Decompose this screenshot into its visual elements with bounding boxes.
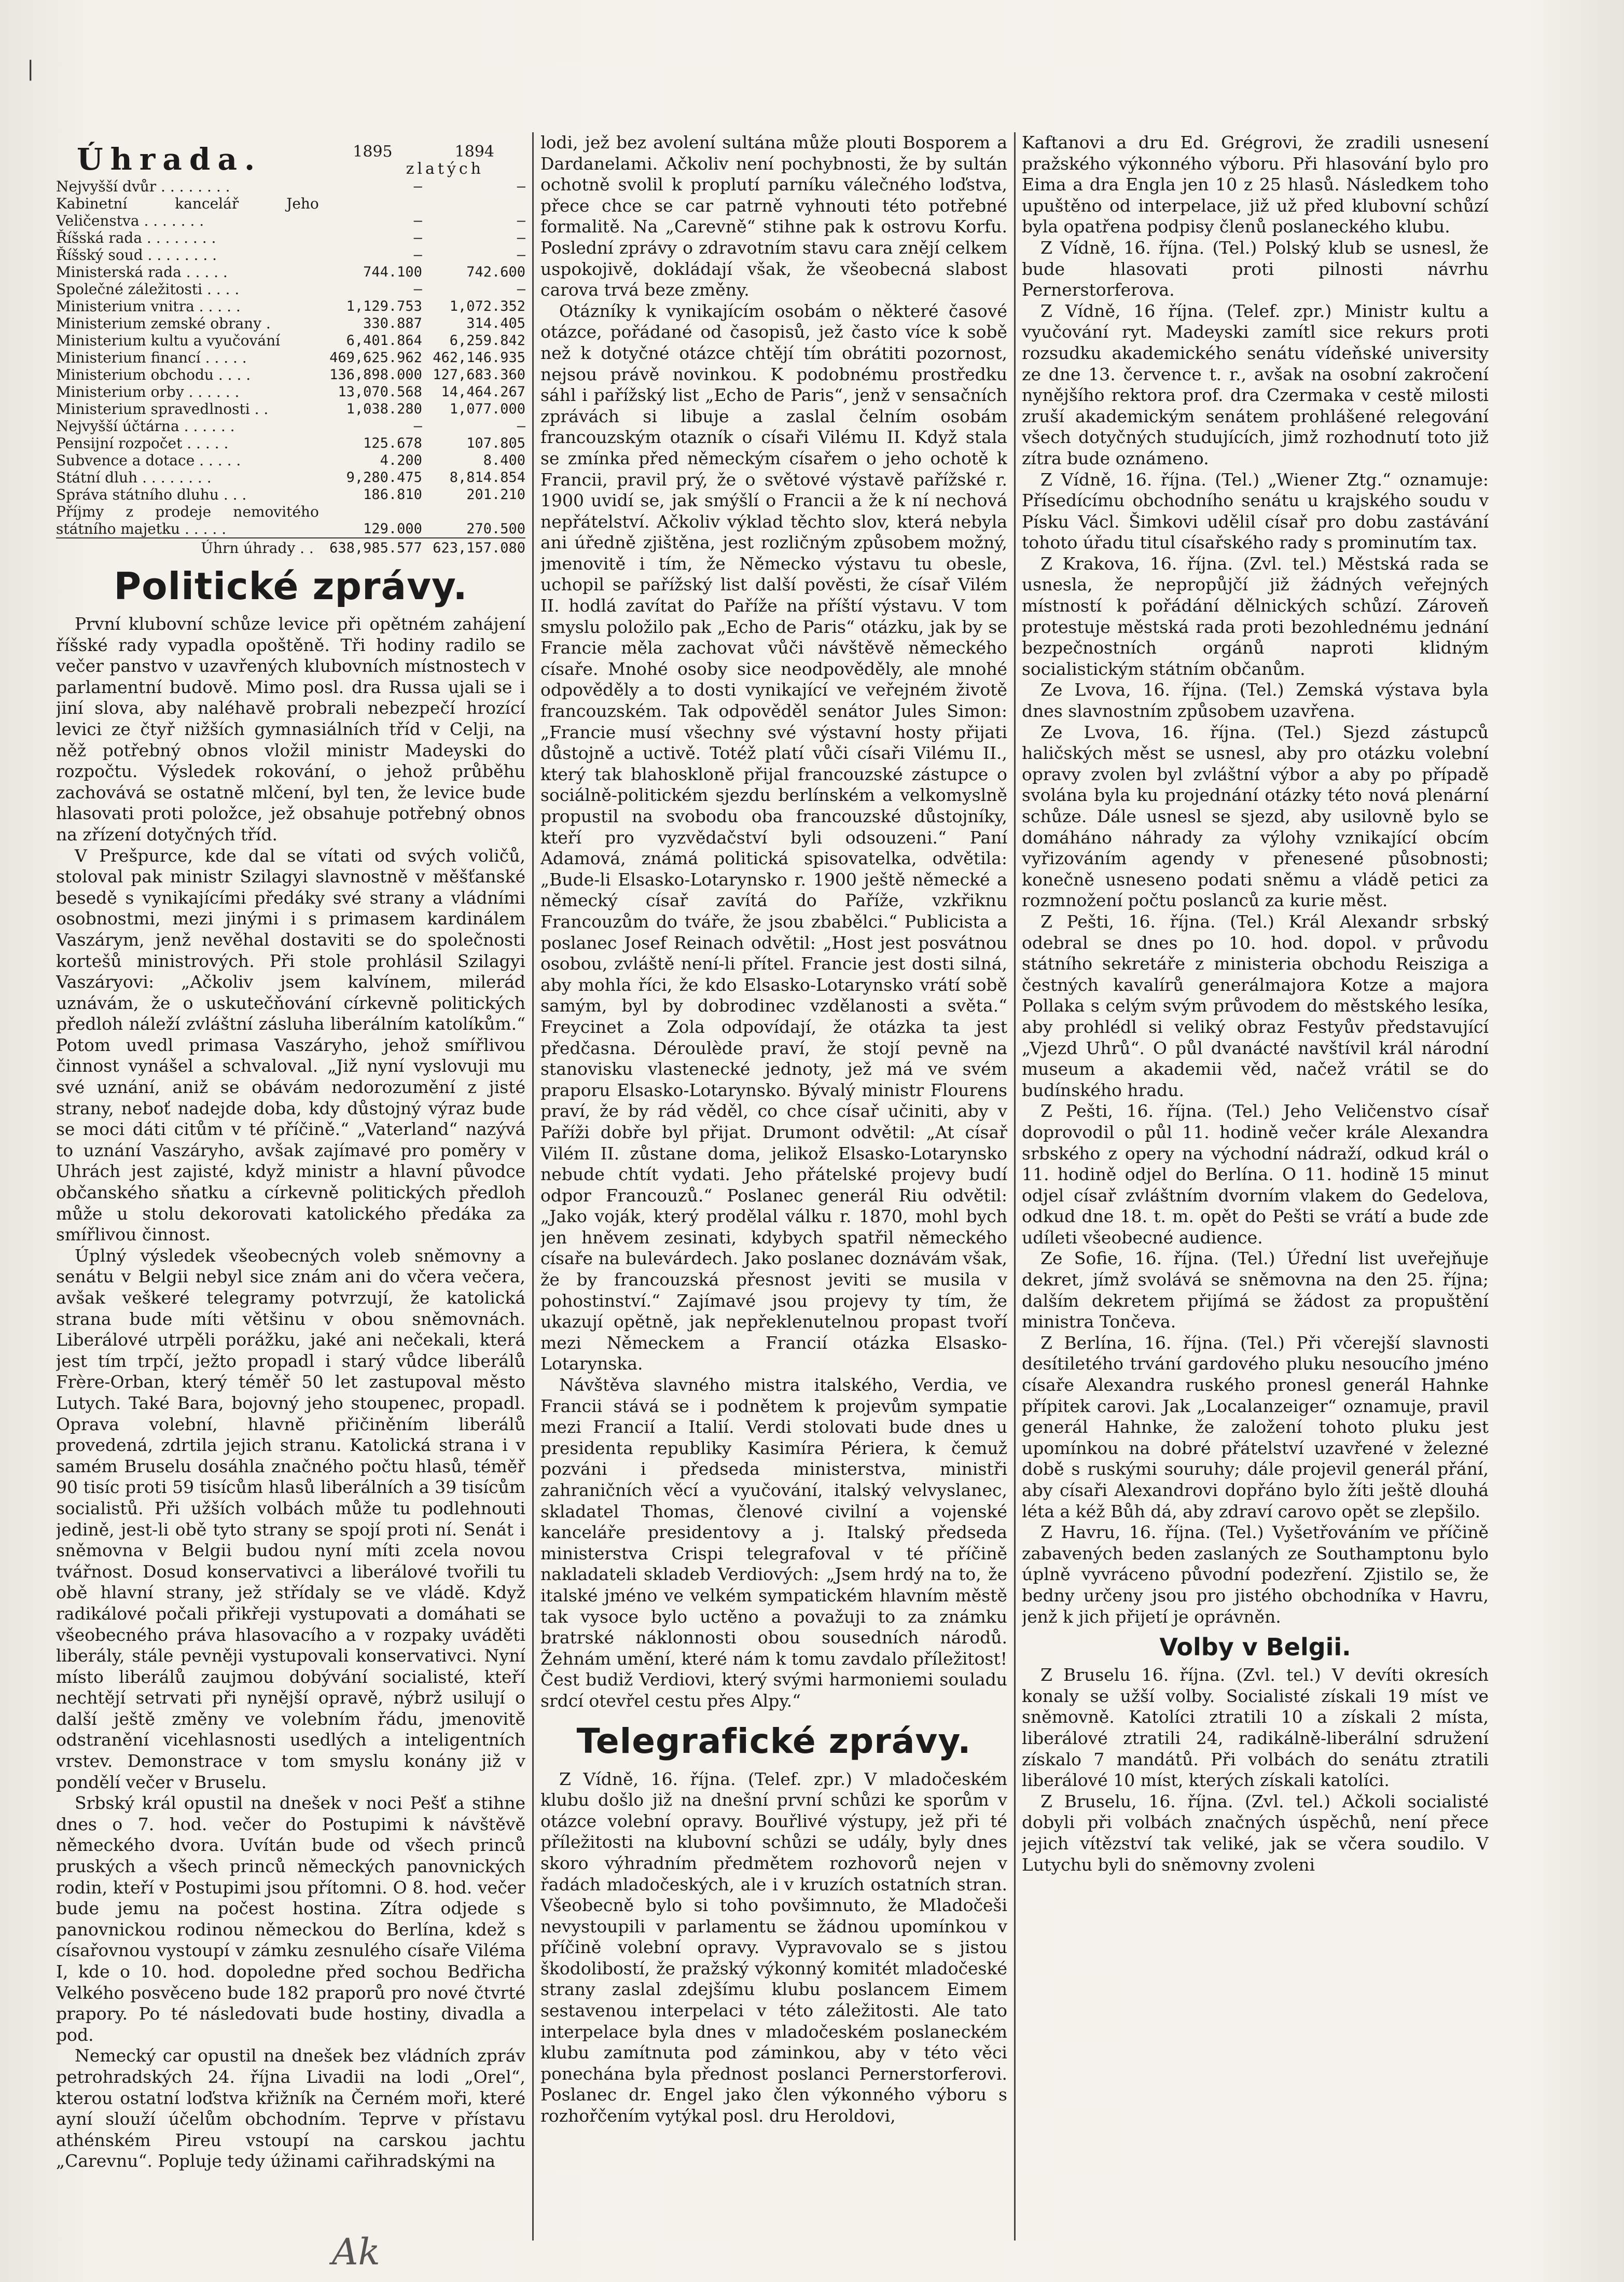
budget-row <box>56 246 525 264</box>
column-1 <box>56 132 525 2246</box>
article-paragraph: Z Vídně, 16. října. (Tel.) Polský klub se usnesl, že bude hlasovati proti pilnosti návrhu Pernerstorferova. <box>1022 237 1489 300</box>
budget-value-1895: 330.887 <box>363 315 422 331</box>
budget-value-1895: — <box>413 418 422 434</box>
budget-value-1894: 742.600 <box>466 264 525 280</box>
uhrada-unit: zlatých <box>406 160 484 178</box>
article-paragraph: První klubovní schůze levice při opětném zahájení říšské rady vypadla opoštěně. Tři hodiny radilo se večer panstvo v uzavřených klubovních místnostech v parlamentní budově. Mimo posl. dra Russa ujali se i jiní slova, aby naléhavě probrali nebezpečí hrozící levici ze čtyř nižších gymnasiálních tříd v Celji, na něž potřebný obnos vložil ministr Madeyski do rozpočtu. Výsledek rokování, o jehož průběhu zachovává se ostatně mlčení, byl ten, že levice bude hlasovati proti položce, jež obsahuje potřebný obnos na zřízení dotyčných tříd. <box>56 614 525 845</box>
budget-value-1895: 1,129.753 <box>346 298 422 314</box>
budget-value-1894: 8.400 <box>483 452 525 468</box>
budget-row-label: Ministerium vnitra . . . . . <box>56 298 241 315</box>
budget-row-label: Subvence a dotace . . . . . <box>56 452 241 469</box>
budget-row <box>56 503 525 538</box>
budget-value-1895: — <box>413 230 422 246</box>
budget-row <box>56 229 525 246</box>
budget-row-label: Ministerium obchodu . . . . <box>56 366 251 383</box>
budget-row-label: Říšská rada . . . . . . . . <box>56 229 216 246</box>
year-1895: 1895 <box>353 143 393 161</box>
budget-value-1894: 8,814.854 <box>449 469 525 486</box>
article-paragraph: Z Pešti, 16. října. (Tel.) Jeho Veličenstvo císař doprovodil o půl 11. hodině večer krále Alexandra srbského z opery na východní nádraží, odkud král o 11. hodině odjel do Berlína. O 11. hodině 15 minut odjel císař zvláštním dvorním vlakem do Gedelova, odkud dne 18. t. m. opět do Pešti se vrátí a bude zde udíleti všeobecné audience. <box>1022 1101 1489 1248</box>
column-2 <box>540 132 1007 2246</box>
budget-row <box>56 383 525 400</box>
budget-value-1894: — <box>517 213 525 229</box>
budget-table <box>56 178 525 557</box>
article-paragraph: Z Bruselu 16. října. (Zvl. tel.) V devíti okresích konaly se užší volby. Socialisté získali 19 míst ve sněmovně. Katolíci ztratili 10 a získali 2 místa, liberálové ztratili 24, radikálně-liberální sdružení získalo 7 mandátů. Při volbách do senátu ztratili liberálové 10 míst, kterých získali katolíci. <box>1022 1665 1489 1791</box>
budget-value-1894: 314.405 <box>466 315 525 331</box>
article-paragraph: Z Vídně, 16. října. (Telef. zpr.) V mladočeském klubu došlo již na dnešní první schůzi ke sporům v otázce volební opravy. Bouřlivé výstupy, jež při té příležitosti na klubovní schůzi se udály, byly dnes skoro výhradním předmětem rozhovorů nejen v řadách mladočeských, ale i v kruzích ostatních stran. Všeobecně bylo si toho povšimnuto, že Mladočeši nevystoupili v parlamentu se žádnou upomínkou v příčině volební opravy. Vypravovalo se s jistou škodolibostí, že pražský výkonný komitét mladočeské strany zaslal zdejšímu klubu poslancem Eimem sestavenou interpelaci v této záležitosti. Ale tato interpelace byla dnes v mladočeském poslaneckém klubu zamítnuta pod záminkou, aby v této věci ponechána byla přednost poslanci Pernerstorferovi. Poslanec dr. Engel jako člen výkonného výboru s rozhořčením vytýkal posl. dru Heroldovi, <box>540 1768 1007 2126</box>
article-paragraph: Z Havru, 16. října. (Tel.) Vyšetřováním ve příčině zabavených beden zaslaných ze Southamptonu bylo úplně vyvráceno původní podezření. Zjistilo se, že bedny určeny jsou pro jistého obchodníka v Havru, jenž k jich přijetí je oprávněn. <box>1022 1522 1489 1627</box>
budget-row-label: Ministerium spravedlnosti . . <box>56 400 269 418</box>
budget-value-1894: 127,683.360 <box>433 367 525 383</box>
article-paragraph: Návštěva slavného mistra italského, Verdia, ve Francii stává se i podnětem k projevům sympatie mezi Francií a Italií. Verdi stolovati bude dnes u presidenta republiky Kasimíra Périera, k čemuž pozváni i předseda ministerstva, ministři zahraničních věcí a vyučování, italský velvyslanec, skladatel Thomas, členové civilní a vojenské kanceláře presidentovy a j. Italský předseda ministerstva Crispi telegrafoval v té příčině nakladateli skladeb Verdiových: „Jsem hrdý na to, že italské jméno ve velkém sympatickém hlavním městě tak vysoce bylo uctěno a považuji to za známku bratrské náklonnosti obou sousedních národů. Žehnám umění, které nám k tomu zavdalo příležitost! Čest budiž Verdiovi, který svými harmoniemi souladu srdcí otevřel cestu přes Alpy.“ <box>540 1375 1007 1711</box>
budget-row <box>56 281 525 298</box>
budget-row-label: Říšský soud . . . . . . . . <box>56 246 217 264</box>
budget-value-1895: 186.810 <box>363 487 422 503</box>
budget-row-label: Kabinetní kancelář Jeho Veličenstva . . . . . . . <box>56 195 319 229</box>
budget-value-1895: 744.100 <box>363 264 422 280</box>
article-paragraph: Z Vídně, 16. října. (Tel.) „Wiener Ztg.“ oznamuje: Přísedícímu obchodního senátu u krajského soudu v Písku Václ. Šimkovi udělil císař pro dobu zastávání tohoto úřadu titul císařského rady s prominutím tax. <box>1022 469 1489 553</box>
budget-value-1894: 201.210 <box>466 487 525 503</box>
article-paragraph: Ze Lvova, 16. října. (Tel.) Sjezd zástupců haličských měst se usnesl, aby pro otázku volební opravy zvolen byl zvláštní výbor a aby po případě svolána byla ku projednání otázky této nová plenární schůze. Dále usnesl se sjezd, aby usilovně bylo se domáháno náhrady za výlohy vznikající obcím vyřizováním agendy v přenesené působnosti; konečně usneseno podati sněmu a vládě petici za rozmnožení počtu poslanců za kurie měst. <box>1022 722 1489 911</box>
budget-row <box>56 298 525 315</box>
budget-row <box>56 452 525 469</box>
budget-value-1895: — <box>413 178 422 195</box>
budget-value-1895: 136,898.000 <box>329 367 422 383</box>
article-paragraph: lodi, jež bez avolení sultána může plouti Bosporem a Dardanelami. Ačkoliv není pochybnosti, že by sultán ochotně svolil k proplutí parníku válečného loďstva, přece chce se car patrně vyhnouti této potřebné formalitě. Na „Carevně“ stihne pak k ostrovu Korfu. Poslední zprávy o zdravotním stavu cara znějí celkem uspokojivě, dokládají však, že všeobecná slabost carova trvá beze změny. <box>540 132 1007 300</box>
article-paragraph: Otázníky k vynikajícím osobám o některé časové otázce, pořádané od časopisů, jež často více k sobě než k dotyčné otázce chtějí tím obrátiti pozornost, nejsou právě novinkou. K podobnému prostředku sáhl i pařížský list „Echo de Paris“, jenž v sensačních zprávách si libuje a zaslal čelním osobám francouzským otazník o císaři Vilému II. Když stala se zmínka před německým císařem o jeho ochotě k Francii, pravil prý, že o světové výstavě pařížské r. 1900 uvidí se, jak smýšlí o Francii a že k ní nechová nepřátelství. Ačkoliv výklad těchto slov, která nebyla ani úředně zjištěna, jest rozličným způsobem možný, jmenovitě i tím, že Německo výstavu tu obeslе, uchopil se pařížský list další pověsti, že císař Vilém II. hodlá zavítat do Paříže na příští výstavu. V tom smyslu položilo pak „Echo de Paris“ otázku, jak by se Francie měla zachovat vůči návštěvě německého císaře. Mnohé osoby sice neodpověděly, ale mnohé odpověděly a to dosti vynikající ve veřejném životě francouzském. Tak odpověděl senátor Jules Simon: „Francie musí všechny své výstavní hosty přijati důstojně a uctivě. Totéž platí vůči císaři Vilému II., který tak blahoskloně přijal francouzské zástupce o sociálně-politickém sjezdu berlínském a velkomyslně propustil na svobodu oba francouzské důstojníky, kteří pro vyzvědačství byli odsouzeni.“ Paní Adamová, známá politická spisovatelka, odvětila: „Bude-li Elsasko-Lotarynsko r. 1900 ještě německé a německý císař zavítá do Paříže, vzkřiknu Francouzům do tváře, že jsou zbabělci.“ Publicista a poslanec Josef Reinach odvětil: „Host jest posvátnou osobou, zvláště není-li přítel. Francie jest dosti silná, aby mohla říci, že kdo Elsasko-Lotarynsko vrátí sobě samým, byl by dobrodinec vzdělanosti a světa.“ Freycinet a Zola odpovídají, že otázka ta jest předčasna. Déroulède praví, že stojí pevně na stanovisku vlastenecké jednoty, jež má ve svém praporu Elsasko-Lotarynsko. Bývalý ministr Flourens praví, že by rád věděl, co chce císař učiniti, aby v Paříži dobře byl přijat. Drumont odvětil: „At císař Vilém II. zůstane doma, jelikož Elsasko-Lotarynsko nebude chtít vydati. Jeho přátelské projevy budí odpor Francouzů.“ Poslanec generál Riu odvětil: „Jako voják, který prodělal válku r. 1870, mohl bych jen hněvem zesinati, kdybych spatřil německého císaře na bulevárdech. Jako poslanec doznávám však, že by francouzská přesnost jeviti se musila v pohostinství.“ Zajímavé jsou projevy ty tím, že ukazují opětně, jak nepřeklenutelnou propast tvoří mezi Německem a Francií otázka Elsasko-Lotarynska. <box>540 300 1007 1374</box>
budget-row <box>56 264 525 281</box>
budget-value-1894: — <box>517 247 525 263</box>
handwritten-scribble: Ak <box>332 2231 380 2273</box>
budget-row <box>56 435 525 452</box>
budget-row <box>56 469 525 486</box>
budget-row <box>56 332 525 349</box>
budget-value-1895: 125.678 <box>363 435 422 451</box>
total-1894: 623,157.080 <box>422 538 525 557</box>
budget-row <box>56 349 525 366</box>
article-paragraph: V Prešpurce, kde dal se vítati od svých voličů, stoloval pak ministr Szilagyi slavnostně v měšťanské besedě s vynikajícími předáky své strany a vládními osobnostmi, mezi jinými i s primasem kardinálem Vaszárym, jenž nevěhal dostaviti se do společnosti kortešů ministrových. Při stole prohlásil Szilagyi Vaszáryovi: „Ačkoliv jsem kalvínem, milerád uznávám, že o uskutečňování církevně politických předloh náleží zvláštní zásluha liberálním katolíkům.“ Potom uvedl primasa Vaszáryho, jehož smířlivou činnost vynášel a schvaloval. „Již nyní vyslovuji mu své uznání, aniž se obávám nedorozumění z jisté strany, neboť nadejde doba, kdy důstojný výraz bude se moci dáti citům v té příčině.“ „Vaterland“ nazývá to uznání Vaszáryho, avšak zajímavé pro poměry v Uhrách jest zajisté, když ministr a hlavní původce občanského sňatku a církevně politických předloh může u stolu dekorovati katolického předáka za smířlivou činnost. <box>56 845 525 1245</box>
article-paragraph: Kaftanovi a dru Ed. Grégrovi, že zradili usnesení pražského výkonného výboru. Při hlasování bylo pro Eima a dra Engla jen 10 z 25 hlasů. Následkem toho upuštěno od interpelace, již už před klubovní schůzí byla opatřena podpisy členů poslaneckého klubu. <box>1022 132 1489 237</box>
budget-value-1894: 1,072.352 <box>449 298 525 314</box>
budget-row <box>56 195 525 229</box>
budget-row-label: Správa státního dluhu . . . <box>56 486 247 503</box>
budget-value-1895: 469,625.962 <box>329 350 422 366</box>
article-paragraph: Srbský král opustil na dnešek v noci Pešť a stihne dnes o 7. hod. večer do Postupimi k návštěvě německého dvora. Uvítán bude od všech princů pruských a všech princů německých panovnických rodin, kteří v Postupimi jsou přítomni. O 8. hod. večer bude jemu na počest hostina. Zítra odjede s panovnickou rodinou německou do Berlína, kdež s císařovnou vystoupí v zámku zesnulého císaře Viléma I, kde o 10. hod. dopoledne před sochou Bedřicha Velkého posvěceno bude 182 praporů pro nové čtvrté prapory. Po té následovati bude hostiny, divadla a pod. <box>56 1793 525 2045</box>
budget-row-label: Státní dluh . . . . . . . . <box>56 469 212 486</box>
budget-value-1895: 6,401.864 <box>346 333 422 349</box>
budget-row <box>56 486 525 503</box>
budget-row <box>56 418 525 435</box>
budget-row-label: Pensijní rozpočet . . . . . <box>56 435 229 452</box>
article-paragraph: Z Pešti, 16. října. (Tel.) Král Alexandr srbský odebral se dnes po 10. hod. dopol. v průvodu státního sekretáře z ministeria obchodu Reisziga a čestných kavalírů generálmajora Kotze a majora Pollaka s celým svým průvodem do městského lesíka, aby prohlédl si veliký obraz Festyův představující „Vjezd Uhrů“. O půl dvanácté navštívil král národní museum a akademii věd, načež vrátil se do budínského hradu. <box>1022 911 1489 1100</box>
budget-value-1895: 4.200 <box>380 452 422 468</box>
article-paragraph: Z Berlína, 16. října. (Tel.) Při včerejší slavnosti desítiletého trvání gardového pluku nesoucího jméno císaře Alexandra ruského pronesl generál Hahnke přípitek carovi. Jak „Localanzeiger“ oznamuje, pravil generál Hahnke, že založení tohoto pluku jest upomínkou na dobré přátelství uzavřené v železné době s ruskými souruhy; dále projevil generál přání, aby císaři Alexandrovi dopřáno bylo žíti ještě dlouhá léta a kéž Bůh dá, aby zdraví carovo opět se zlepšilo. <box>1022 1332 1489 1522</box>
budget-row <box>56 315 525 332</box>
budget-value-1894: 14,464.267 <box>441 384 525 400</box>
uhrada-title: Úhrada. <box>77 142 262 177</box>
telegraficke-heading: Telegrafické zprávy. <box>576 1721 971 1761</box>
budget-row <box>56 366 525 383</box>
total-1895: 638,985.577 <box>319 538 422 557</box>
budget-value-1894: 270.500 <box>466 521 525 537</box>
budget-row-label: Nejvyšší dvůr . . . . . . . . <box>56 178 230 195</box>
article-paragraph: Ze Lvova, 16. října. (Tel.) Zemská výstava byla dnes slavnostním způsobem uzavřena. <box>1022 680 1489 722</box>
budget-value-1894: 6,259.842 <box>449 333 525 349</box>
volby-subheading: Volby v Belgii. <box>1159 1633 1351 1662</box>
budget-row-label: Ministerium financí . . . . . <box>56 349 247 366</box>
margin-mark: | <box>27 57 34 81</box>
budget-total-row <box>56 538 525 557</box>
budget-row <box>56 400 525 418</box>
budget-value-1895: 129.000 <box>363 521 422 537</box>
budget-row-label: Ministerium zemské obrany . <box>56 315 271 332</box>
budget-row-label: Ministerium kultu a vyučování <box>56 332 281 349</box>
budget-value-1895: — <box>413 281 422 297</box>
article-paragraph: Z Krakova, 16. října. (Zvl. tel.) Městská rada se usnesla, že nepropůjčí již žádných veřejných místností k pořádání dělnických schůzí. Zároveň protestuje městská rada proti bezohlednému jednání bezpečnostních orgánů naproti klidným socialistickým státním občanům. <box>1022 553 1489 679</box>
budget-value-1895: — <box>413 213 422 229</box>
budget-row-label: Nejvyšší účtárna . . . . . . <box>56 418 235 435</box>
budget-value-1894: 107.805 <box>466 435 525 451</box>
budget-value-1894: — <box>517 178 525 195</box>
budget-value-1894: — <box>517 281 525 297</box>
budget-value-1894: — <box>517 418 525 434</box>
budget-value-1894: 1,077.000 <box>449 401 525 417</box>
column-rule-1 <box>532 132 534 2240</box>
budget-row-label: Ministerská rada . . . . . <box>56 264 228 281</box>
article-paragraph: Z Bruselu, 16. října. (Zvl. tel.) Ačkoli socialisté dobyli při volbách značných úspěchů, není přece jejich vítězství tak veliké, jak se včera soudilo. V Lutychu byli do sněmovny zvoleni <box>1022 1791 1489 1875</box>
article-paragraph: Z Vídně, 16 října. (Telef. zpr.) Ministr kultu a vyučování ryt. Madeyski zamítl sice rekurs proti rozsudku akademického senátu vídeňské university ze dne 13. července t. r., avšak na osobní zakročení nynějšího rektora prof. dra Czermaka v cestě milosti zruší akademickým senátem prohlášené relegování všech dotyčných studujících, jimž rozhodnutí toto již zítra bude oznámeno. <box>1022 300 1489 468</box>
budget-value-1895: — <box>413 247 422 263</box>
budget-value-1894: — <box>517 230 525 246</box>
budget-value-1895: 13,070.568 <box>338 384 422 400</box>
politicke-heading: Politické zprávy. <box>114 564 468 608</box>
column-rule-2 <box>1014 132 1016 2240</box>
article-paragraph: Ze Sofie, 16. října. (Tel.) Úřední list uveřejňuje dekret, jímž svolává se sněmovna na den 25. října; dalším dekretem přijímá se žádost za propuštění ministra Tončeva. <box>1022 1248 1489 1332</box>
total-label: Úhrn úhrady . . <box>56 538 319 557</box>
budget-row-label: Příjmy z prodeje nemovitého státního majetku . . . . . <box>56 503 319 537</box>
article-paragraph: Nemecký car opustil na dnešek bez vládních zpráv petrohradských 24. října Livadii na lodi „Orel“, kterou ostatní loďstva křižník na Černém moři, které ayní slouží účelům obchodním. Teprve v přístavu athénském Pireu vstoupí na carskou jachtu „Carevnu“. Popluje tedy úžinami cařihradskými na <box>56 2045 525 2172</box>
article-paragraph: Úplný výsledek všeobecných voleb sněmovny a senátu v Belgii nebyl sice znám ani do včera večera, avšak veškeré telegramy potvrzují, že katolická strana bude míti většinu v obou sněmovnách. Liberálové utrpěli porážku, jaké ani nečekali, která jest tím trpčí, ježto propadl i starý vůdce liberálů Frère-Orban, který téměř 50 let zastupoval město Lutych. Také Bara, bojovný jeho stoupenec, propadl. Oprava volební, hlavně přičiněním liberálů provedená, zdrtila jejich stranu. Katolická strana i v samém Bruselu dosáhla značného počtu hlasů, téměř 90 tisíc proti 59 tisícům hlasů liberálních a 39 tisícům socialistů. Při užších volbách může tu podlehnouti jedině, jest-li obě tyto strany se spojí proti ní. Senát i sněmovna v Belgii budou nyní míti zcela novou tvářnost. Dosud konservativci a liberálové tvořili tu obě hlavní strany, jež střídaly se ve vládě. Když radikálové počali přikřeji vystupovati a domáhati se všeobecného práva hlasovacího a v rozpaky uváděti liberály, stále pevněji vystupovali konservativci. Nyní místo liberálů zaujmou dobývání socialisté, kteří nechtějí setrvati při nynější opravě, nýbrž usilují o další ještě změny ve volebním řádu, jmenovitě odstranění vicehlasnosti usedlých a inteligentních vrstev. Demonstrace v tom smyslu konány již v pondělí večer v Bruselu. <box>56 1245 525 1792</box>
budget-row <box>56 178 525 195</box>
budget-row-label: Společné záležitosti . . . . <box>56 281 240 298</box>
year-1894: 1894 <box>454 143 494 161</box>
budget-row-label: Ministerium orby . . . . . . <box>56 383 240 400</box>
budget-value-1894: 462,146.935 <box>433 350 525 366</box>
budget-value-1895: 1,038.280 <box>346 401 422 417</box>
budget-value-1895: 9,280.475 <box>346 469 422 486</box>
column-3 <box>1022 132 1489 2246</box>
